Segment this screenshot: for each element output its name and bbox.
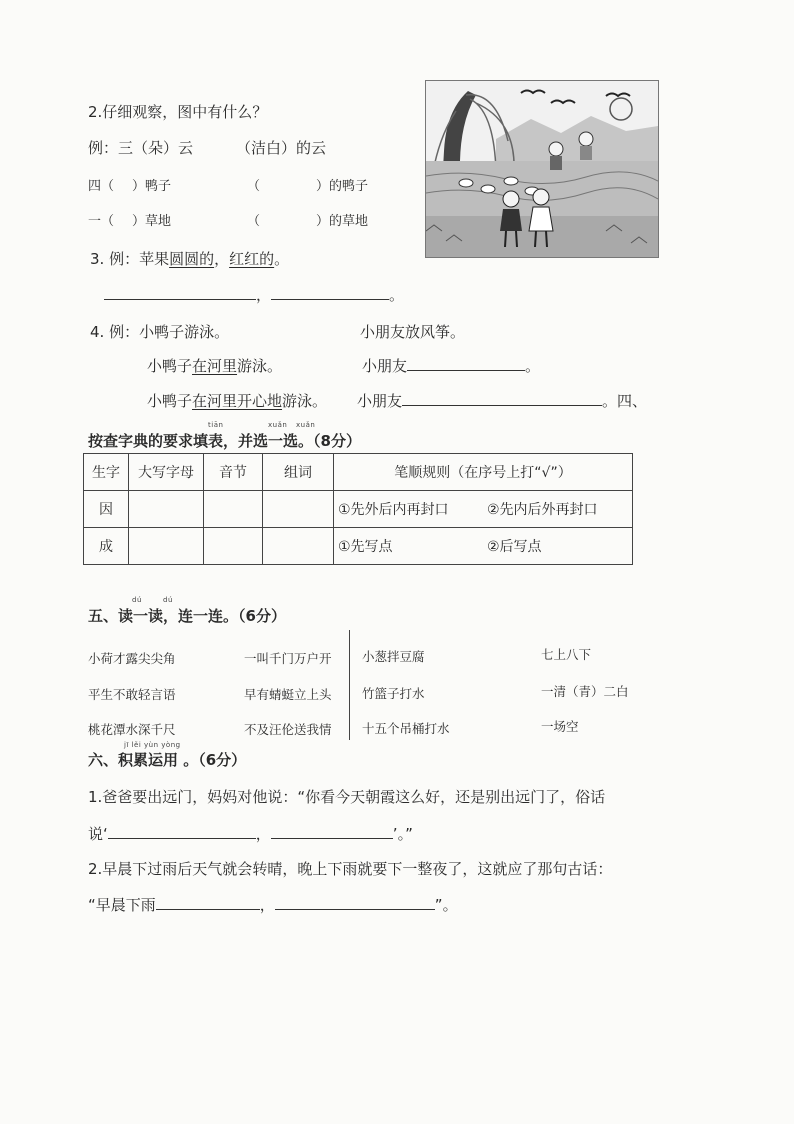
q4-line3-right-post: 。四、: [602, 392, 648, 410]
table-row: [84, 491, 633, 528]
char-cell: 因: [84, 491, 129, 528]
q4-line1-left: 4. 例：小鸭子游泳。: [90, 323, 230, 341]
sec6-q1-post: ’。”: [392, 825, 413, 843]
sec6-q2-mid: ，: [259, 896, 275, 914]
input-cell[interactable]: [263, 491, 334, 528]
input-cell[interactable]: [204, 491, 263, 528]
q2-row2-left: [88, 210, 171, 229]
pinyin-du-1: dú: [132, 596, 142, 604]
q4-line3-right-pre: 小朋友: [357, 392, 403, 410]
child-icon: [579, 132, 593, 146]
scene-illustration: [425, 80, 659, 258]
sec6-q1-mid: ，: [255, 825, 271, 843]
answer-blank[interactable]: [275, 895, 435, 910]
pinyin-xuan-1: xuǎn: [268, 421, 288, 429]
answer-blank[interactable]: [108, 824, 256, 839]
q2-row2-left-pre: 一（: [88, 214, 115, 229]
match-col3-item[interactable]: 十五个吊桶打水: [362, 721, 450, 736]
stroke-option-1[interactable]: ①先写点: [334, 528, 484, 565]
q3-answer-comma: ，: [256, 286, 272, 304]
q4-line1-right: 小朋友放风筝。: [360, 323, 466, 341]
q3-mid: ，: [214, 250, 230, 268]
sec6-q2-answer: [88, 894, 458, 915]
q2-row1-right: [247, 175, 368, 194]
q2-row1-right-post: ）的鸭子: [316, 179, 369, 194]
q3-end: 。: [274, 250, 290, 268]
header-cell: 音节: [204, 454, 263, 491]
q4-line2-post: 游泳。: [237, 357, 283, 375]
child-icon: [533, 189, 549, 205]
q3-answer-line: [104, 284, 404, 305]
q2-row1-left: [88, 175, 171, 194]
match-col4-item[interactable]: 一清（青）二白: [541, 684, 629, 699]
q4-line3-pre: 小鸭子: [147, 392, 193, 410]
q4-line2-right-pre: 小朋友: [362, 357, 408, 375]
q2-example-left: 例：三（朵）云: [88, 139, 194, 157]
q2-row1-left-pre: 四（: [88, 179, 115, 194]
pinyin-jilei: jī lěi yùn yòng: [124, 741, 181, 749]
column-divider: [349, 630, 350, 740]
match-col2-item[interactable]: 早有蜻蜓立上头: [244, 687, 332, 702]
header-cell: 生字: [84, 454, 129, 491]
sec6-q1-answer: [88, 823, 413, 844]
header-cell: 组词: [263, 454, 334, 491]
section-5-title: 五、读一读，连一连。（6分）: [88, 607, 286, 625]
q2-row2-right: [247, 210, 368, 229]
sec6-q2-post: ”。: [434, 896, 458, 914]
q4-line2-pre: 小鸭子: [147, 357, 193, 375]
answer-blank[interactable]: [104, 285, 256, 300]
q4-line2-right-post: 。: [525, 357, 541, 375]
input-cell[interactable]: [129, 491, 204, 528]
q4-line3-post: 游泳。: [282, 392, 328, 410]
q4-line2-right: [362, 355, 540, 376]
match-col1-item[interactable]: 平生不敢轻言语: [88, 687, 176, 702]
char-cell: 成: [84, 528, 129, 565]
input-cell[interactable]: [129, 528, 204, 565]
child-icon: [503, 191, 519, 207]
stroke-option-1[interactable]: ①先外后内再封口: [334, 491, 484, 528]
duck-icon: [504, 177, 518, 185]
q2-example-right: （洁白）的云: [236, 139, 327, 157]
q2-row1-right-pre: （: [247, 179, 261, 194]
table-row: [84, 528, 633, 565]
dictionary-table: [83, 453, 633, 565]
answer-blank[interactable]: [271, 285, 389, 300]
q3-example: [90, 248, 289, 269]
q3-underlined-1: 圆圆的: [169, 250, 215, 268]
pinyin-du-2: dú: [163, 596, 173, 604]
table-header-row: [84, 454, 633, 491]
duck-icon: [459, 179, 473, 187]
match-col3-item[interactable]: 竹篮子打水: [362, 686, 425, 701]
pinyin-xuan-2: xuǎn: [296, 421, 316, 429]
header-cell: 笔顺规则（在序号上打“√”）: [334, 454, 633, 491]
q3-pre: 3. 例：苹果: [90, 250, 170, 268]
match-col4-item[interactable]: 七上八下: [541, 647, 592, 662]
match-col2-item[interactable]: 不及汪伦送我情: [244, 722, 332, 737]
input-cell[interactable]: [263, 528, 334, 565]
match-col2-item[interactable]: 一叫千门万户开: [244, 651, 332, 666]
stroke-option-2[interactable]: ②先内后外再封口: [483, 491, 633, 528]
q4-line3-left: [147, 390, 327, 411]
answer-blank[interactable]: [402, 391, 602, 406]
q2-row1-left-post: ）鸭子: [132, 179, 172, 194]
q3-answer-period: 。: [389, 286, 405, 304]
pinyin-tian: tiān: [208, 421, 224, 429]
stroke-option-2[interactable]: ②后写点: [483, 528, 633, 565]
sec6-q1-pre: 说‘: [88, 825, 108, 843]
scene-illustration-drawing: [426, 81, 658, 257]
answer-blank[interactable]: [156, 895, 260, 910]
match-col1-item[interactable]: 小荷才露尖尖角: [88, 651, 176, 666]
section-6-title: 六、积累运用 。（6分）: [88, 751, 247, 769]
match-col4-item[interactable]: 一场空: [541, 719, 579, 734]
answer-blank[interactable]: [407, 356, 525, 371]
q4-line3-right: [357, 390, 647, 411]
q4-line3-underlined: 在河里开心地: [192, 392, 283, 410]
answer-blank[interactable]: [271, 824, 393, 839]
q4-line2-left: [147, 355, 282, 376]
header-cell: 大写字母: [129, 454, 204, 491]
sec6-q2-pre: “早晨下雨: [88, 896, 156, 914]
q3-underlined-2: 红红的: [229, 250, 275, 268]
sec6-q1-text: 1.爸爸要出远门，妈妈对他说：“你看今天朝霞这么好，还是别出远门了，俗话: [88, 788, 606, 806]
child-icon: [549, 142, 563, 156]
match-col3-item[interactable]: 小葱拌豆腐: [362, 649, 425, 664]
section-4-title: 按查字典的要求填表，并选一选。（8分）: [88, 432, 361, 450]
q2-row2-right-pre: （: [247, 214, 261, 229]
duck-icon: [481, 185, 495, 193]
q2-title: 2.仔细观察，图中有什么？: [88, 103, 268, 121]
input-cell[interactable]: [204, 528, 263, 565]
q4-line2-underlined: 在河里: [192, 357, 238, 375]
q2-row2-left-post: ）草地: [132, 214, 172, 229]
match-col1-item[interactable]: 桃花潭水深千尺: [88, 722, 176, 737]
q2-row2-right-post: ）的草地: [316, 214, 369, 229]
sec6-q2-text: 2.早晨下过雨后天气就会转晴，晚上下雨就要下一整夜了，这就应了那句古话：: [88, 860, 613, 878]
